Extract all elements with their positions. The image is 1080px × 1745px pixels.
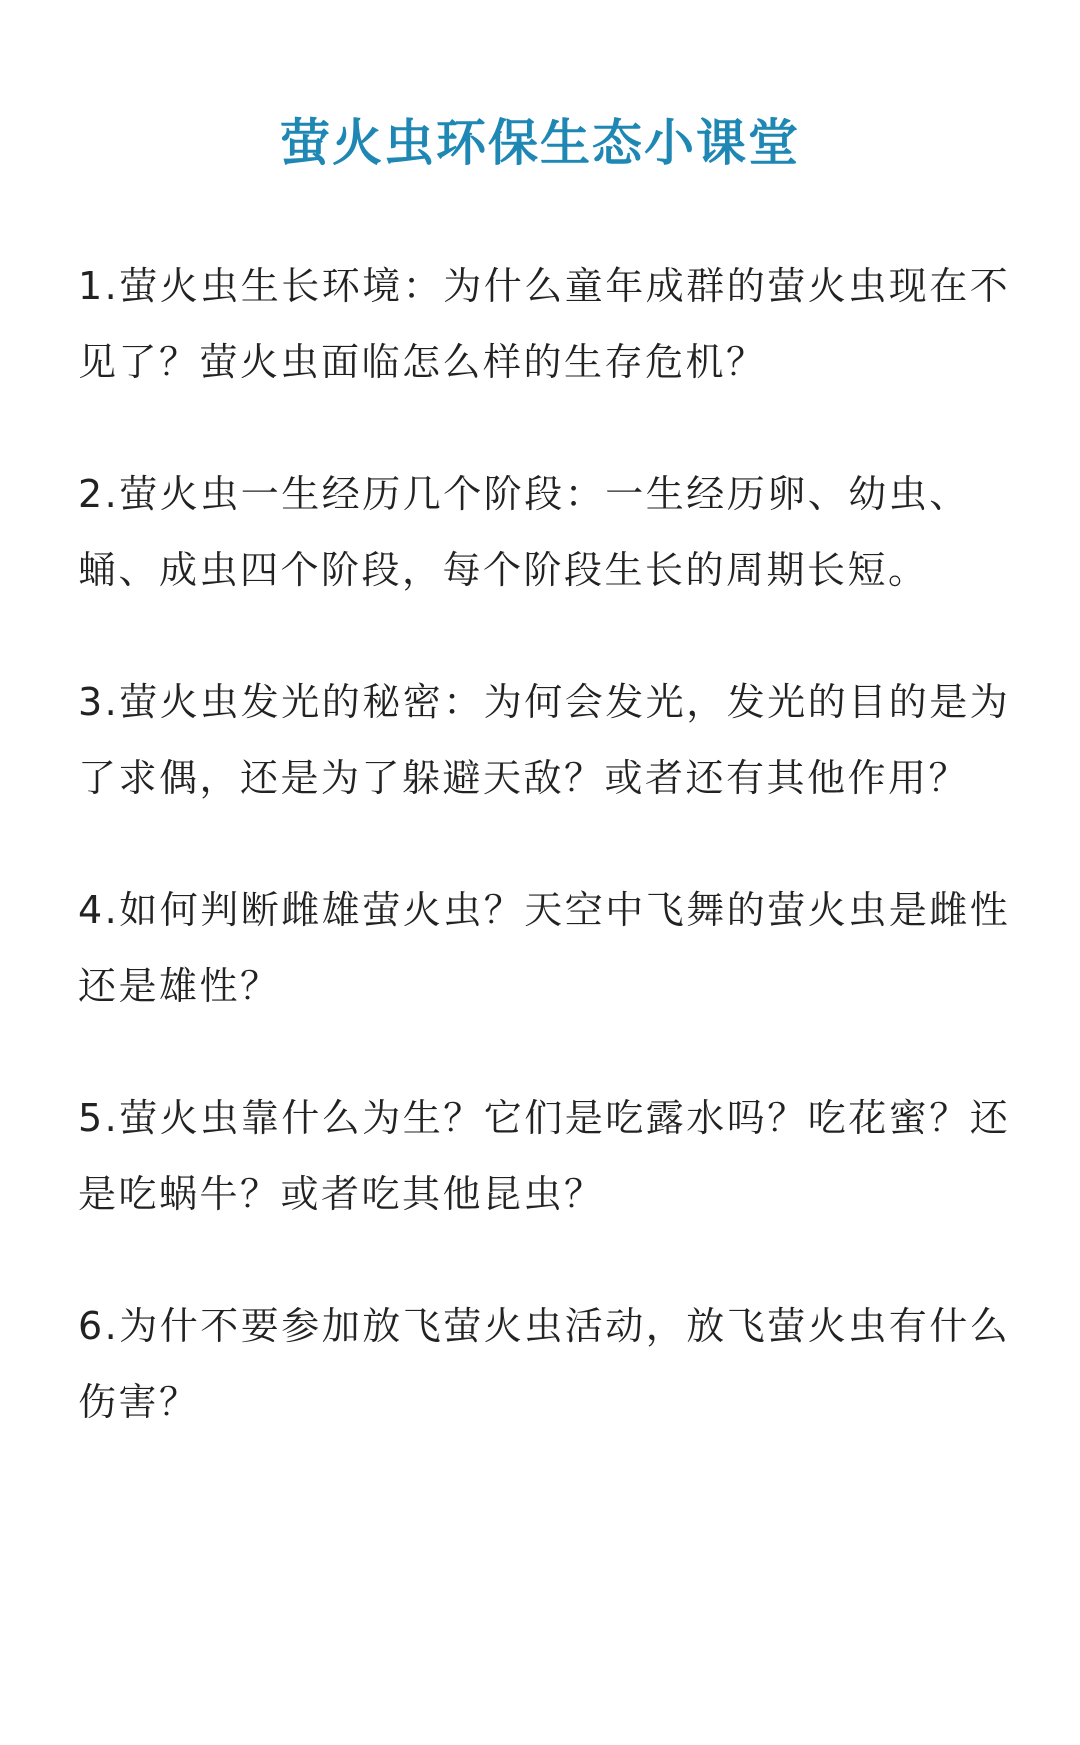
list-item: 6.为什不要参加放飞萤火虫活动，放飞萤火虫有什么伤害？ [78,1304,1011,1424]
list-item: 1.萤火虫生长环境：为什么童年成群的萤火虫现在不见了？萤火虫面临怎么样的生存危机？ [78,264,1011,384]
page-title: 萤火虫环保生态小课堂 [280,114,800,172]
list-item: 3.萤火虫发光的秘密：为何会发光，发光的目的是为了求偶，还是为了躲避天敌？或者还有其他作用？ [78,680,1011,800]
question-list [78,248,1013,1496]
list-item: 2.萤火虫一生经历几个阶段：一生经历卵、幼虫、蛹、成虫四个阶段，每个阶段生长的周期长短。 [78,472,970,592]
list-item: 5.萤火虫靠什么为生？它们是吃露水吗？吃花蜜？还是吃蜗牛？或者吃其他昆虫？ [78,1096,1011,1216]
list-item: 4.如何判断雌雄萤火虫？天空中飞舞的萤火虫是雌性还是雄性？ [78,888,1011,1008]
